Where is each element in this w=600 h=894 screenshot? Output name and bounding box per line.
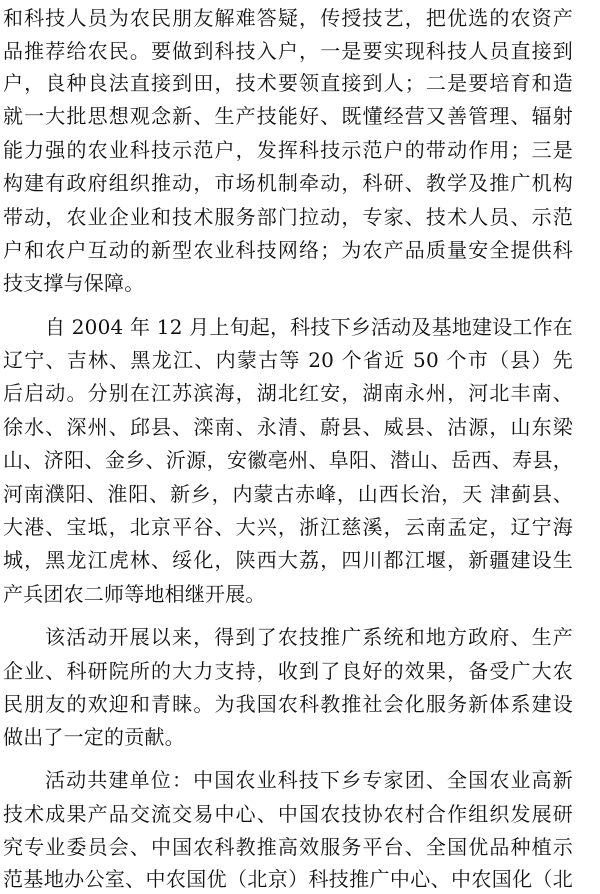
paragraph-start-line: 自 2004 年 12 月上旬起，科技下乡活动及基地建设工作在 bbox=[45, 315, 573, 339]
text-line: 技术成果产品交流交易中心、中国农技协农村合作组织发展研 bbox=[3, 802, 573, 826]
paragraph-start-line: 该活动开展以来，得到了农技推广系统和地方政府、生产 bbox=[45, 625, 573, 649]
text-line: 辽宁、吉林、黑龙江、内蒙古等 20 个省近 50 个市（县）先 bbox=[3, 348, 573, 372]
text-line: 户，良种良法直接到田，技术要领直接到人；二是要培育和造 bbox=[3, 71, 573, 95]
text-line: 能力强的农业科技示范户，发挥科技示范户的带动作用；三是 bbox=[3, 138, 573, 162]
text-line: 技支撑与保障。 bbox=[3, 271, 145, 295]
text-line: 山、济阳、金乡、沂源，安徽亳州、阜阳、潜山、岳西、寿县， bbox=[3, 448, 573, 472]
paragraph-start-line: 活动共建单位：中国农业科技下乡专家团、全国农业高新 bbox=[45, 768, 573, 792]
text-line: 后启动。分别在江苏滨海，湖北红安，湖南永州，河北丰南、 bbox=[3, 381, 573, 405]
text-line: 城，黑龙江虎林、绥化，陕西大荔，四川都江堰，新疆建设生 bbox=[3, 548, 573, 572]
text-line: 民朋友的欢迎和青睐。为我国农科教推社会化服务新体系建设 bbox=[3, 692, 573, 716]
text-line: 究专业委员会、中国农科教推高效服务平台、全国优品种植示 bbox=[3, 835, 573, 859]
text-line: 做出了一定的贡献。 bbox=[3, 725, 185, 749]
text-line: 产兵团农二师等地相继开展。 bbox=[3, 582, 266, 606]
text-line: 就一大批思想观念新、生产技能好、既懂经营又善管理、辐射 bbox=[3, 104, 573, 128]
text-line: 品推荐给农民。要做到科技入户，一是要实现科技人员直接到 bbox=[3, 39, 573, 63]
text-line: 河南濮阳、淮阳、新乡，内蒙古赤峰，山西长治，天 津蓟县、 bbox=[3, 482, 573, 506]
text-line: 构建有政府组织推动，市场机制牵动，科研、教学及推广机构 bbox=[3, 171, 573, 195]
text-line: 带动，农业企业和技术服务部门拉动，专家、技术人员、示范 bbox=[3, 205, 573, 229]
text-line: 大港、宝坻，北京平谷、大兴，浙江慈溪，云南孟定，辽宁海 bbox=[3, 515, 573, 539]
text-line: 户和农户互动的新型农业科技网络；为农产品质量安全提供科 bbox=[3, 238, 573, 262]
text-line: 和科技人员为农民朋友解难答疑，传授技艺，把优选的农资产 bbox=[3, 6, 573, 30]
text-line: 企业、科研院所的大力支持，收到了良好的效果，备受广大农 bbox=[3, 659, 573, 683]
text-line: 范基地办公室、中农国优（北京）科技推广中心、中农国化（北 bbox=[3, 867, 573, 891]
text-line: 徐水、深州、邱县、滦南、永清、蔚县、威县、沽源，山东梁 bbox=[3, 415, 573, 439]
